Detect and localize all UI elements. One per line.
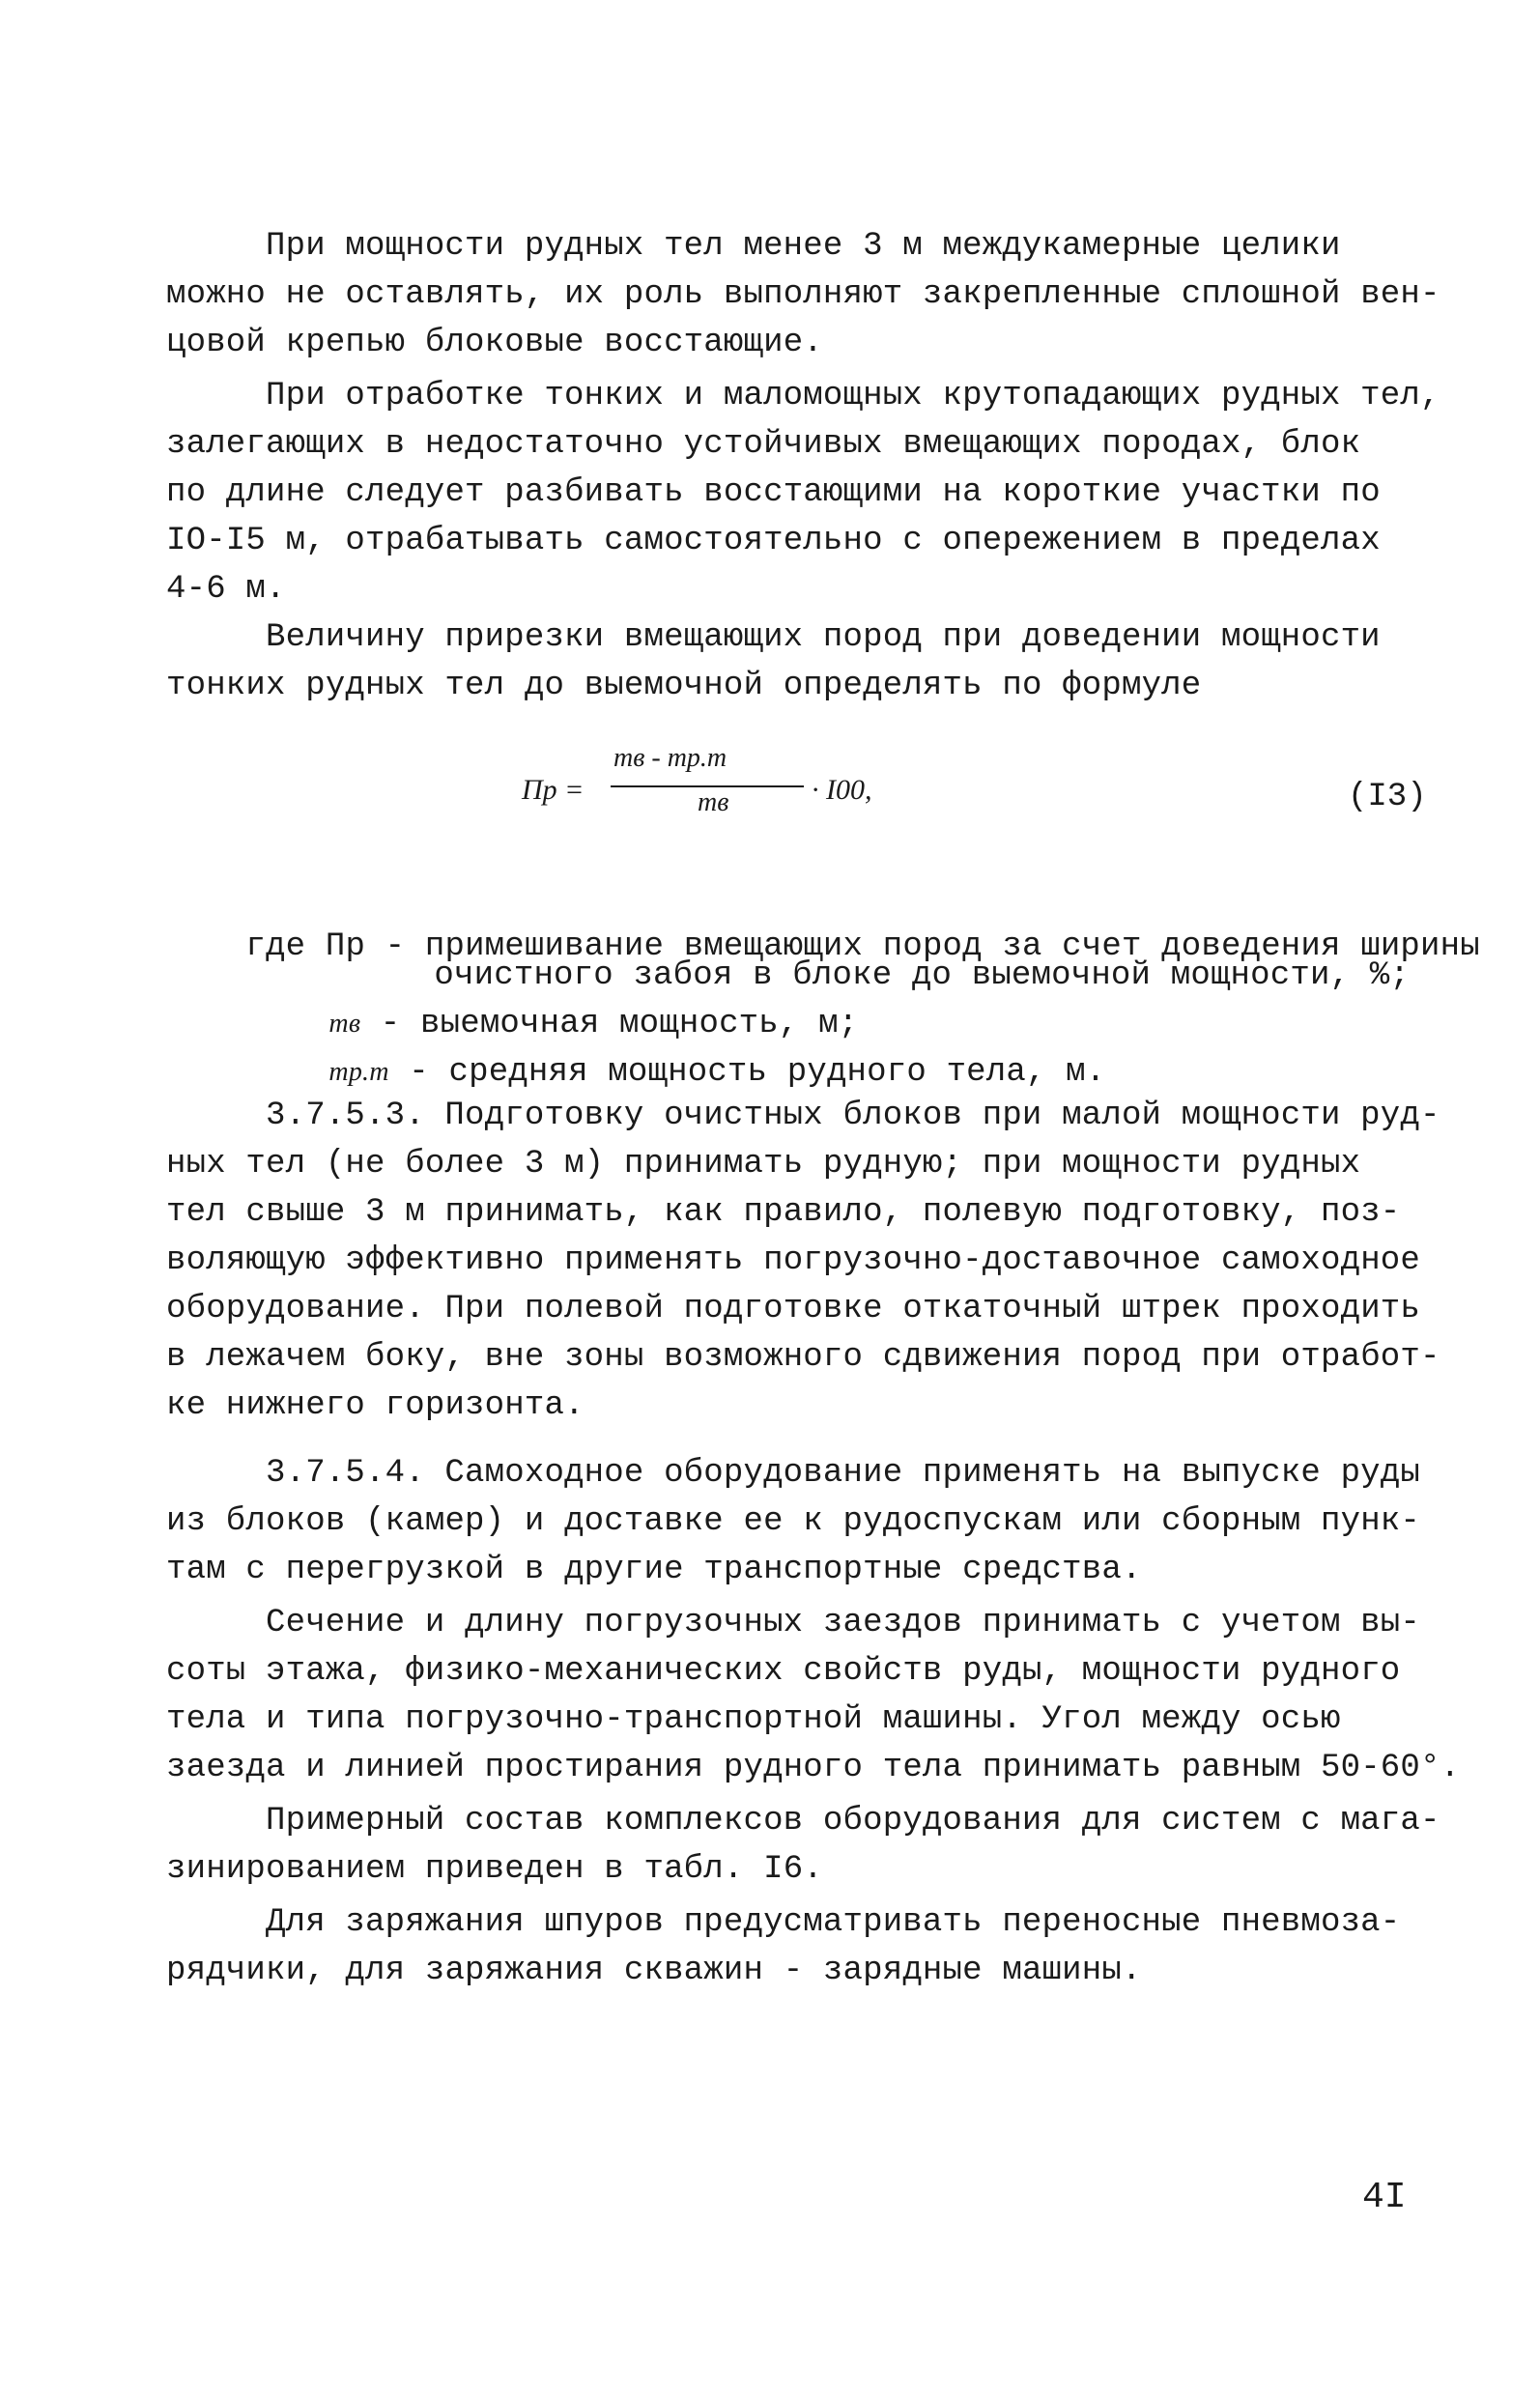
- text-line: можно не оставлять, их роль выполняют закрепленные сплошной вен-: [166, 276, 1440, 313]
- text-line: Для заряжания шпуров предусматривать переносные пневмоза-: [266, 1904, 1401, 1941]
- text-line: тел свыше 3 м принимать, как правило, полевую подготовку, поз-: [166, 1194, 1401, 1231]
- text-line: тонких рудных тел до выемочной определять по формуле: [166, 668, 1202, 704]
- equation-number: (I3): [1348, 779, 1427, 815]
- text-line: Сечение и длину погрузочных заездов принимать с учетом вы-: [266, 1605, 1420, 1641]
- formula-denominator: mв: [698, 787, 729, 817]
- text-line: тела и типа погрузочно-транспортной машины. Угол между осью: [166, 1701, 1341, 1738]
- legend-row: [355, 903, 1410, 994]
- formula-numerator: mв - mр.т: [613, 743, 727, 773]
- legend-symbol: mр.т: [328, 1057, 389, 1087]
- text-line: 4-6 м.: [166, 571, 286, 608]
- legend-row: mр.т - средняя мощность рудного тела, м.: [328, 1054, 1106, 1091]
- formula-rhs: · I00,: [812, 774, 872, 806]
- legend-text: средняя мощность рудного тела, м.: [448, 1054, 1106, 1091]
- legend-text: очистного забоя в блоке до выемочной мощности, %;: [434, 957, 1410, 994]
- legend-text: примешивание вмещающих пород за счет доведения ширины: [424, 928, 1480, 965]
- page-number: 4I: [1362, 2177, 1407, 2218]
- text-line: воляющую эффективно применять погрузочно-доставочное самоходное: [166, 1242, 1421, 1279]
- formula-lhs: Пр =: [522, 774, 585, 806]
- text-line: ных тел (не более 3 м) принимать рудную; при мощности рудных: [166, 1146, 1361, 1183]
- legend-row: mв - выемочная мощность, м;: [328, 1006, 859, 1042]
- text-line: залегающих в недостаточно устойчивых вмещающих породах, блок: [166, 426, 1361, 463]
- text-line: там с перегрузкой в другие транспортные средства.: [166, 1552, 1142, 1588]
- text-line: рядчики, для заряжания скважин - зарядные машины.: [166, 1953, 1142, 1989]
- text-line: по длине следует разбивать восстающими на короткие участки по: [166, 474, 1381, 511]
- formula: [522, 739, 927, 845]
- legend-symbol: mв: [328, 1009, 361, 1039]
- text-line: из блоков (камер) и доставке ее к рудоспускам или сборным пунк-: [166, 1503, 1421, 1540]
- text-line: Величину прирезки вмещающих пород при доведении мощности: [266, 619, 1381, 656]
- text-line: При отработке тонких и маломощных крутопадающих рудных тел,: [266, 378, 1440, 414]
- text-line: 3.7.5.3. Подготовку очистных блоков при малой мощности руд-: [266, 1098, 1440, 1134]
- text-line: 3.7.5.4. Самоходное оборудование применять на выпуске руды: [266, 1455, 1420, 1492]
- legend-row: где Пр - примешивание вмещающих пород за счет доведения ширины: [245, 928, 1480, 965]
- text-line: в лежачем боку, вне зоны возможного сдвижения пород при отработ-: [166, 1339, 1440, 1376]
- text-line: заезда и линией простирания рудного тела принимать равным 50-60°.: [166, 1750, 1461, 1786]
- text-line: Примерный состав комплексов оборудования для систем с мага-: [266, 1803, 1440, 1840]
- legend-symbol: где Пр: [245, 928, 366, 965]
- text-line: зинированием приведен в табл. I6.: [166, 1851, 823, 1888]
- text-line: При мощности рудных тел менее 3 м междукамерные целики: [266, 228, 1341, 265]
- text-line: цовой крепью блоковые восстающие.: [166, 325, 823, 361]
- legend-text: выемочная мощность, м;: [420, 1006, 859, 1042]
- text-line: ке нижнего горизонта.: [166, 1387, 585, 1424]
- text-line: соты этажа, физико-механических свойств руды, мощности рудного: [166, 1653, 1401, 1690]
- text-line: IO-I5 м, отрабатывать самостоятельно с опережением в пределах: [166, 523, 1381, 559]
- text-line: оборудование. При полевой подготовке откаточный штрек проходить: [166, 1291, 1421, 1327]
